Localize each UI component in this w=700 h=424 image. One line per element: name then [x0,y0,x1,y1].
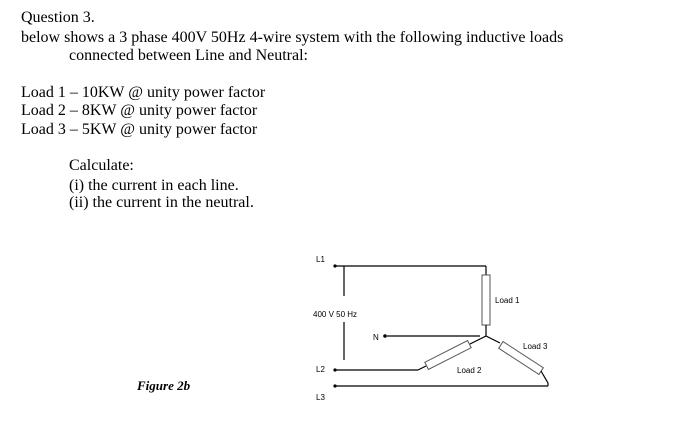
calculate-heading: Calculate: [69,157,134,174]
calculate-item-2: (ii) the current in the neutral. [69,194,254,211]
load-3-lead-top [486,336,500,343]
load-1-spec: Load 1 – 10KW @ unity power factor [21,84,266,101]
terminal-l3 [333,384,336,387]
load-1-resistor [482,275,490,325]
label-load3: Load 3 [523,342,548,351]
load-2-lead-bottom [418,366,426,370]
label-load1: Load 1 [495,296,520,305]
line-l1 [335,266,486,296]
label-supply: 400 V 50 Hz [313,310,358,319]
figure-caption: Figure 2b [137,378,191,393]
line-l3 [335,383,548,386]
question-intro-line2: connected between Line and Neutral: [69,47,308,64]
load-3-spec: Load 3 – 5KW @ unity power factor [21,121,258,138]
terminal-l2 [333,368,336,371]
load-3-lead-bottom [541,371,548,383]
label-l1: L1 [316,255,325,264]
calculate-item-1: (i) the current in each line. [69,177,239,194]
load-2-spec: Load 2 – 8KW @ unity power factor [21,102,258,119]
label-n: N [373,333,379,342]
terminal-l1 [333,264,336,267]
terminal-n [383,334,387,338]
question-intro-line1: below shows a 3 phase 400V 50Hz 4-wire system with the following inductive loads [21,29,564,46]
label-l2: L2 [316,365,325,374]
question-title: Question 3. [21,9,95,26]
label-l3: L3 [316,393,325,402]
load-2-lead-top [470,336,486,344]
label-load2: Load 2 [457,366,482,375]
